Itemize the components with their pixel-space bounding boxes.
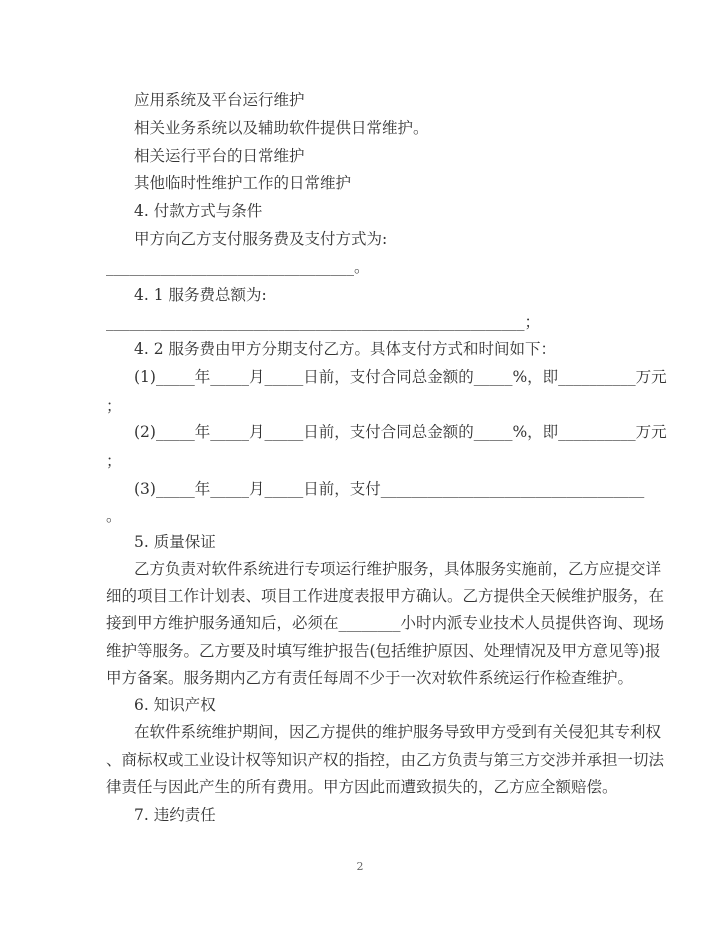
section-heading: 4. 1 服务费总额为:	[134, 286, 267, 304]
blank-line: ________________________________。	[106, 258, 370, 276]
list-item: 应用系统及平台运行维护	[134, 91, 305, 109]
paragraph-line: 甲方向乙方支付服务费及支付方式为:	[134, 230, 388, 248]
paragraph-line: 细的项目工作计划表、项目工作进度表报甲方确认。乙方提供全天候维护服务，在	[106, 587, 665, 605]
paragraph-line: 接到甲方维护服务通知后，必须在________小时内派专业技术人员提供咨询、现场	[106, 614, 665, 632]
section-heading: 4. 付款方式与条件	[134, 202, 263, 220]
list-item: 其他临时性维护工作的日常维护	[134, 174, 352, 192]
section-heading: 5. 质量保证	[134, 533, 216, 551]
installment-line: (3)_____年_____月_____日前，支付__________________________________	[134, 480, 645, 498]
section-heading: 6. 知识产权	[134, 696, 216, 714]
section-heading: 4. 2 服务费由甲方分期支付乙方。具体支付方式和时间如下：	[134, 340, 557, 358]
paragraph-line: 维护等服务。乙方要及时填写维护报告(包括维护原因、处理情况及甲方意见等)报	[106, 642, 661, 660]
installment-line: (1)_____年_____月_____日前，支付合同总金额的_____%，即__________万元	[134, 368, 667, 386]
installment-end: ；	[106, 397, 122, 415]
blank-line: ______________________________________________________；	[106, 313, 541, 331]
paragraph-line: 、商标权或工业设计权等知识产权的指控，由乙方负责与第三方交涉并承担一切法	[106, 751, 665, 769]
installment-line: (2)_____年_____月_____日前，支付合同总金额的_____%，即__________万元	[134, 423, 667, 441]
paragraph-line: 律责任与因此产生的所有费用。甲方因此而遭致损失的，乙方应全额赔偿。	[106, 778, 618, 796]
page-number: 2	[356, 860, 364, 873]
list-item: 相关运行平台的日常维护	[134, 147, 305, 165]
paragraph-line: 在软件系统维护期间，因乙方提供的维护服务导致甲方受到有关侵犯其专利权	[134, 723, 662, 741]
paragraph-line: 甲方备案。服务期内乙方有责任每周不少于一次对软件系统运行作检查维护。	[106, 669, 634, 687]
list-item: 相关业务系统以及辅助软件提供日常维护。	[134, 119, 429, 137]
installment-end: 。	[106, 507, 122, 525]
section-heading: 7. 违约责任	[134, 806, 216, 824]
installment-end: ；	[106, 452, 122, 470]
paragraph-line: 乙方负责对软件系统进行专项运行维护服务，具体服务实施前，乙方应提交详	[134, 560, 662, 578]
